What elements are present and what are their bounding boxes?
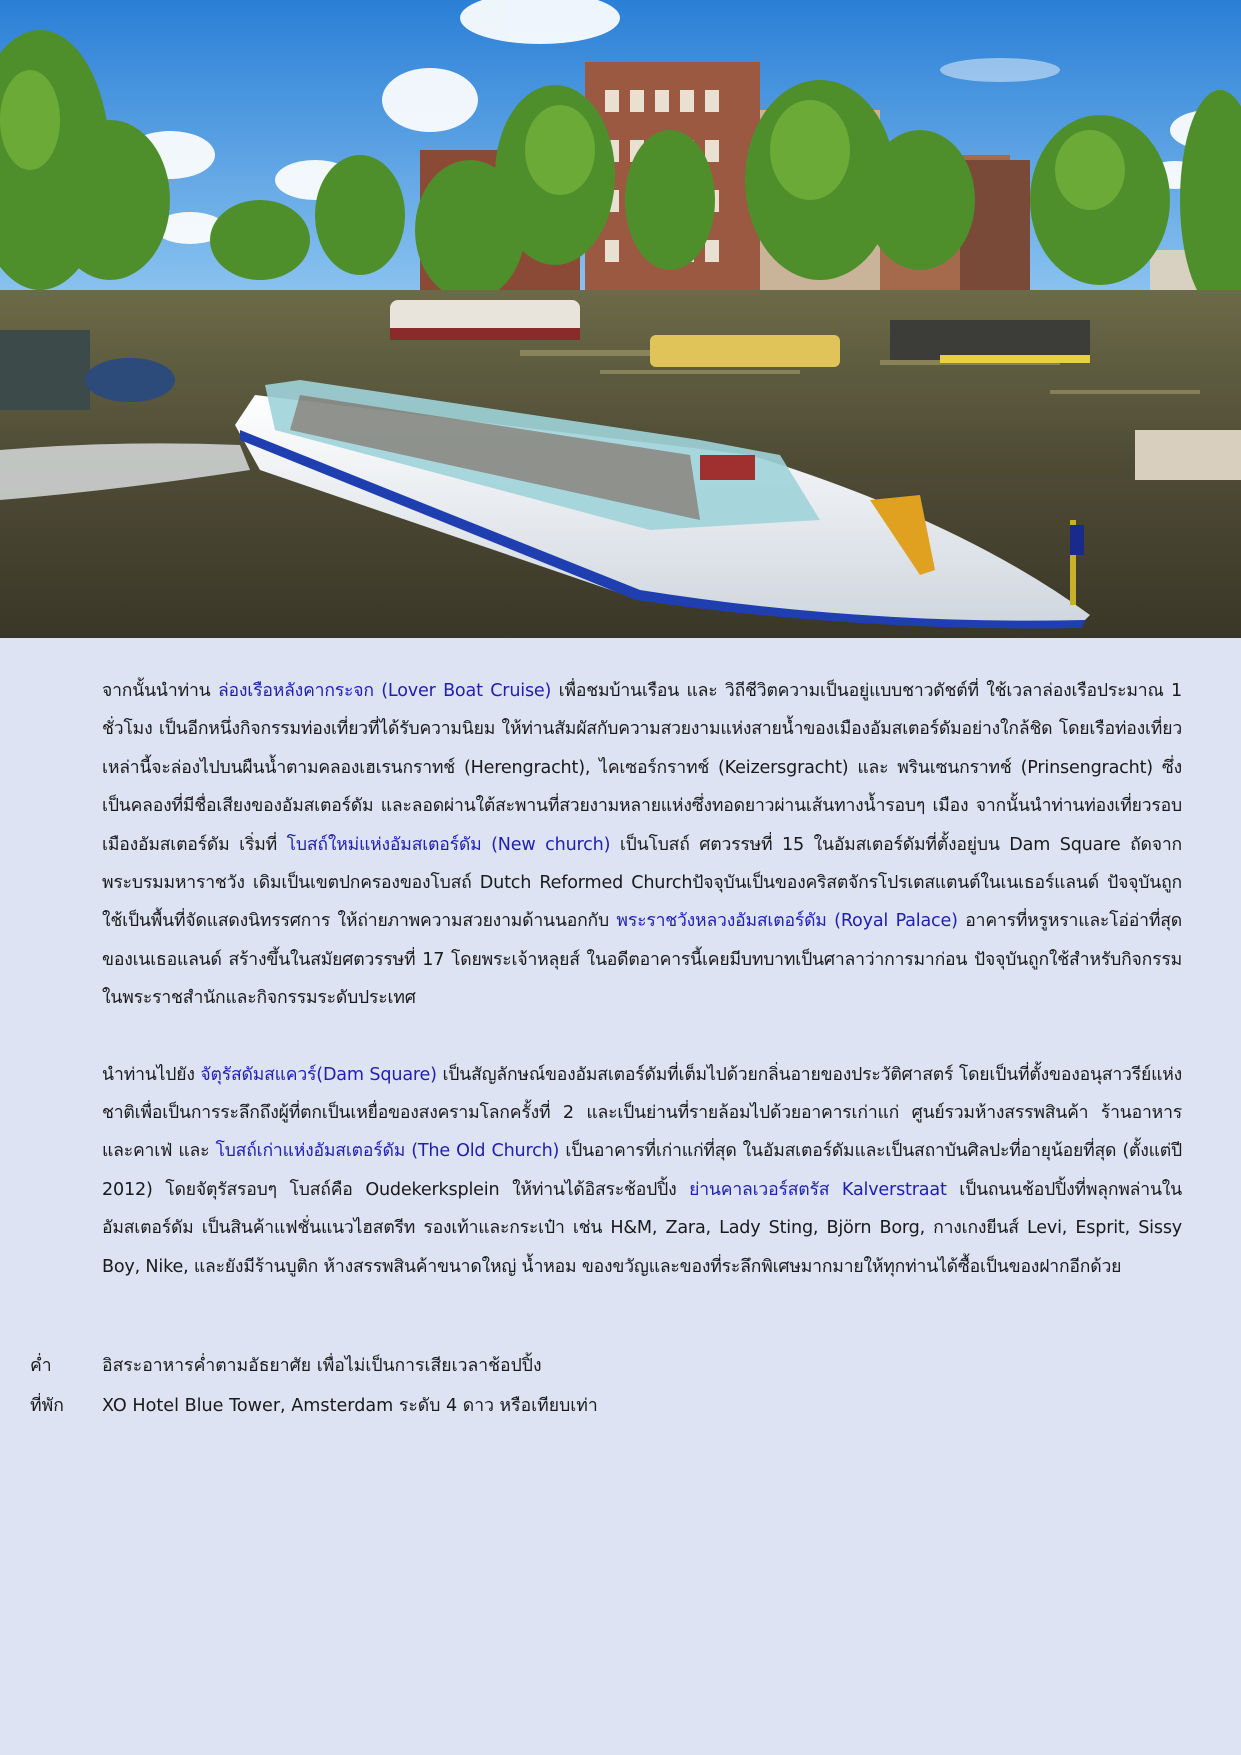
hotel-text: XO Hotel Blue Tower, Amsterdam ระดับ 4 ดาว หรือเทียบเท่า bbox=[102, 1396, 598, 1416]
highlighted-place-name: โบสถ์เก่าแห่งอัมสเตอร์ดัม (The Old Church) bbox=[215, 1141, 560, 1162]
paragraph-dam-square bbox=[102, 1056, 1182, 1286]
paragraph-text: นำท่านไปยัง bbox=[102, 1064, 201, 1085]
highlighted-place-name: โบสถ์ใหม่แห่งอัมสเตอร์ดัม (New church) bbox=[286, 834, 611, 855]
dinner-label: ค่ำ bbox=[30, 1356, 52, 1376]
paragraph-text: เป็นสัญลักษณ์ของอัมสเตอร์ดัมที่เต็มไปด้วยกลิ่นอายของประวัติศาสตร์ โดยเป็นที่ตั้งของอนุสาวรีย์แห่งชาติเพื่อเป็นการระลึกถึงผู้ที่ตกเป็นเหยื่อของสงครามโลกครั้งที่ 2 และเป็นย่านที่รายล้อมไปด้วยอาคารเก่าแก่ ศูนย์รวมห้างสรรพสินค้า ร้านอาหาร และคาเฟ่ และ bbox=[102, 1064, 1183, 1162]
paragraph-text: เพื่อชมบ้านเรือน และ วิถีชีวิตความเป็นอยู่แบบชาวดัชต์ที่ ใช้เวลาล่องเรือประมาณ 1 ชั่วโมง เป็นอีกหนึ่งกิจกรรมท่องเที่ยวที่ได้รับความนิยม ให้ท่านสัมผัสกับความสวยงามแห่งสายน้ำของเมืองอัมสเตอร์ดัมอย่างใกล้ชิด โดยเรือท่องเที่ยวเหล่านี้จะล่องไปบนผืนน้ำตามคลองเฮเรนกราทช์ (Herengracht), ไคเซอร์กราทช์ (Keizersgracht) และ พรินเซนกราทช์ (Prinsengracht) ซึ่งเป็นคลองที่มีชื่อเสียงของอัมสเตอร์ดัม และลอดผ่านใต้สะพานที่สวยงามหลายแห่งซึ่งทอดยาวผ่านเส้นทางน้ำรอบๆ เมือง จากนั้นนำท่านท่องเที่ยวรอบเมืองอัมสเตอร์ดัม เริ่มที่ bbox=[102, 681, 1182, 855]
paragraph-text: จากนั้นนำท่าน bbox=[102, 681, 218, 701]
dinner-text: อิสระอาหารค่ำตามอัธยาศัย เพื่อไม่เป็นการเสียเวลาช้อปปิ้ง bbox=[102, 1356, 542, 1376]
highlighted-place-name: พระราชวังหลวงอัมสเตอร์ดัม (Royal Palace) bbox=[616, 911, 958, 932]
hotel-label: ที่พัก bbox=[30, 1396, 64, 1416]
hotel-row bbox=[30, 1386, 598, 1426]
paragraph-text: อาคารที่หรูหราและโอ่อ่าที่สุดของเนเธอแลนด์ สร้างขึ้นในสมัยศตวรรษที่ 17 โดยพระเจ้าหลุยส์ ในอดีตอาคารนี้เคยมีบทบาทเป็นศาลาว่าการมาก่อน ปัจจุบันถูกใช้สำหรับกิจกรรมในพระราชสำนักและกิจกรรมระดับประเทศ bbox=[102, 911, 1182, 1009]
highlighted-place-name: ล่องเรือหลังคากระจก (Lover Boat Cruise) bbox=[217, 681, 552, 701]
paragraph-text: เป็นถนนช้อปปิ้งที่พลุกพล่านในอัมสเตอร์ดัม เป็นสินค้าแฟชั่นแนวไฮสตรีท รองเท้าและกระเป๋า เช่น H&M, Zara, Lady Sting, Björn Borg, กางเกงยีนส์ Levi, Esprit, Sissy Boy, Nike, และยังมีร้านบูติก ห้างสรรพสินค้าขนาดใหญ่ น้ำหอม ของขวัญและของที่ระลึกพิเศษมากมายให้ทุกท่านได้ซื้อเป็นของฝากอีกด้วย bbox=[102, 1179, 1182, 1277]
paragraph-text: เป็นโบสถ์ ศตวรรษที่ 15 ในอัมสเตอร์ดัมที่ตั้งอยู่บน Dam Square ถัดจากพระบรมมหาราชวัง เดิมเป็นเขตปกครองของโบสถ์ Dutch Reformed Churchปัจจุบันเป็นของคริสตจักรโปรเตสแตนต์ในเนเธอร์แลนด์ ปัจจุบันถูกใช้เป็นพื้นที่จัดแสดงนิทรรศการ ให้ถ่ายภาพความสวยงามด้านนอกกับ bbox=[102, 834, 1182, 932]
meal-hotel-info bbox=[30, 1346, 598, 1426]
dinner-row bbox=[30, 1346, 598, 1386]
highlighted-place-name: ย่านคาลเวอร์สตรัส Kalverstraat bbox=[689, 1179, 947, 1200]
hero-photo bbox=[0, 0, 1241, 638]
paragraph-canal-cruise bbox=[102, 672, 1182, 1018]
highlighted-place-name: จัตุรัสดัมสแควร์(Dam Square) bbox=[200, 1064, 437, 1085]
paragraph-text: เป็นอาคารที่เก่าแก่ที่สุด ในอัมสเตอร์ดัมและเป็นสถาบันศิลปะที่อายุน้อยที่สุด (ตั้งแต่ปี 2012) โดยจัตุรัสรอบๆ โบสถ์คือ Oudekerksplein ให้ท่านได้อิสระช้อปปิ้ง bbox=[102, 1141, 1182, 1200]
itinerary-body bbox=[102, 672, 1182, 1286]
